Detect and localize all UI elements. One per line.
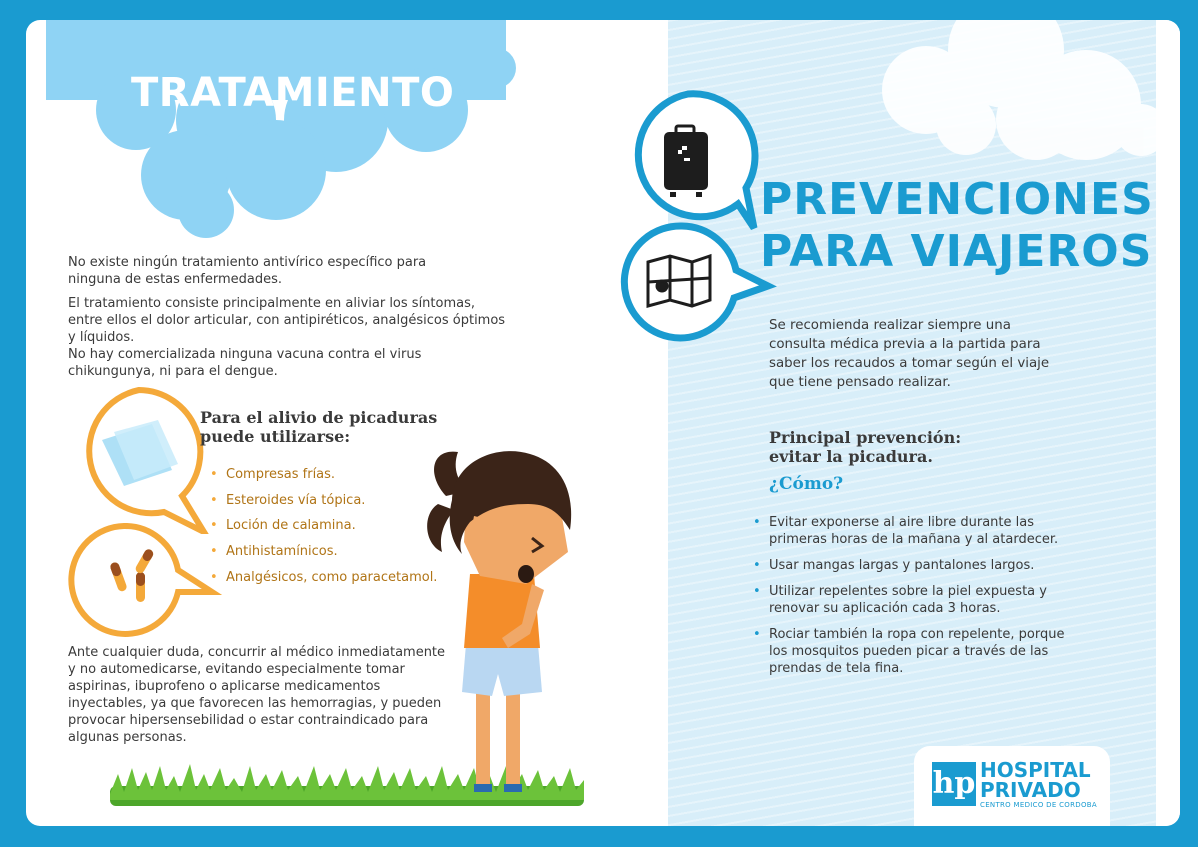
decor-cloud-right <box>866 20 1180 190</box>
tratamiento-title: TRATAMIENTO <box>131 70 455 116</box>
compress-bubble <box>54 384 224 534</box>
consulta-text: Se recomienda realizar siempre una consulta médica previa a la partida para saber los recaudos a tomar según el viaje que tiene pensado realizar. <box>769 318 1050 390</box>
list-item: • Compresas frías. <box>208 466 448 483</box>
alivio-heading: Para el alivio de picaduras puede utilizarse: <box>200 408 438 446</box>
prevenciones-title-line1: PREVENCIONES <box>760 174 1154 225</box>
prevenciones-title-line2: PARA VIAJEROS <box>760 226 1153 277</box>
title-cloud <box>26 20 626 250</box>
tratamiento-body <box>68 295 513 380</box>
list-item: • Esteroides vía tópica. <box>208 492 448 509</box>
prevenciones-title <box>760 174 1154 278</box>
como-list <box>751 514 1081 686</box>
como-heading: ¿Cómo? <box>769 474 844 494</box>
pills-bubble <box>54 520 224 650</box>
prevenciones-intro <box>769 316 1069 392</box>
list-item: • Usar mangas largas y pantalones largos. <box>751 557 1081 574</box>
list-item: • Utilizar repelentes sobre la piel expuesta y renovar su aplicación cada 3 horas. <box>751 583 1081 617</box>
tratamiento-intro <box>68 254 456 288</box>
suitcase-icon <box>664 126 708 197</box>
closing-advice <box>68 644 446 746</box>
vacuna-text: No hay comercializada ninguna vacuna contra el virus chikungunya, ni para el dengue. <box>68 347 422 379</box>
no-tratamiento-text: No existe ningún tratamiento antivírico específico para ninguna de estas enfermedades. <box>68 255 427 287</box>
principal-prevencion-heading: Principal prevención: evitar la picadura. <box>769 428 962 466</box>
list-item: • Evitar exponerse al aire libre durante las primeras horas de la mañana y al atardecer. <box>751 514 1081 548</box>
infographic-sheet <box>26 20 1180 826</box>
logo-line2: PRIVADO <box>980 778 1081 802</box>
list-item: • Antihistamínicos. <box>208 543 448 560</box>
list-item: • Rociar también la ropa con repelente, porque los mosquitos pueden picar a través de las prendas de tela fina. <box>751 626 1081 677</box>
list-item: • Loción de calamina. <box>208 517 448 534</box>
girl-illustration <box>408 434 588 794</box>
tratamiento-sintomas-text: El tratamiento consiste principalmente en aliviar los síntomas, entre ellos el dolor articular, con antipiréticos, analgésicos óptimos y líquidos. <box>68 296 506 345</box>
closing-advice-text: Ante cualquier duda, concurrir al médico inmediatamente y no automedicarse, evitando especialmente tomar aspirinas, ibuprofeno o aplicarse medicamentos inyectables, ya que favorecen las hemorragias, y pueden provocar hipersensebilidad o estar contraindicado para algunas personas. <box>68 645 446 745</box>
logo-line1: HOSPITAL <box>980 758 1091 782</box>
hospital-logo[interactable] <box>914 746 1110 826</box>
list-item: • Analgésicos, como paracetamol. <box>208 569 448 586</box>
logo-tagline: CENTRO MEDICO DE CORDOBA <box>980 801 1097 809</box>
logo-mark: hp <box>932 762 976 806</box>
